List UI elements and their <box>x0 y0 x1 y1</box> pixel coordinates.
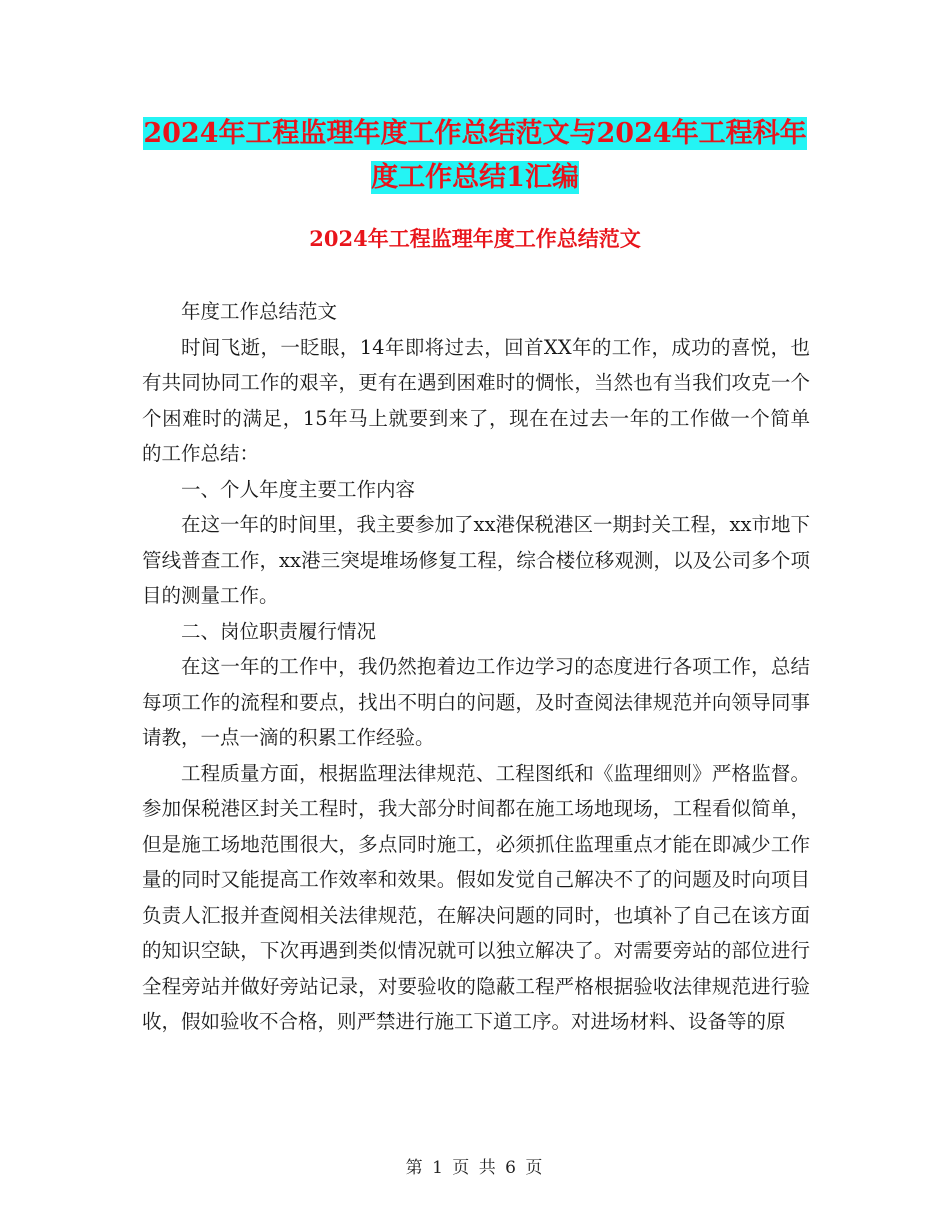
paragraph: 时间飞逝，一眨眼，14年即将过去，回首XX年的工作，成功的喜悦，也有共同协同工作的艰辛，更有在遇到困难时的惆怅，当然也有当我们攻克一个个困难时的满足，15年马上就要到来了，现在在过去一年的工作做一个简单的工作总结： <box>142 335 810 465</box>
paragraph: 工程质量方面，根据监理法律规范、工程图纸和《监理细则》严格监督。参加保税港区封关工程时，我大部分时间都在施工场地现场，工程看似简单，但是施工场地范围很大，多点同时施工，必须抓住监理重点才能在即减少工作量的同时又能提高工作效率和效果。假如发觉自己解决不了的问题及时向项目负责人汇报并查阅相关法律规范，在解决问题的同时，也填补了自己在该方面的知识空缺，下次再遇到类似情况就可以独立解决了。对需要旁站的部位进行全程旁站并做好旁站记录，对要验收的隐蔽工程严格根据验收法律规范进行验收，假如验收不合格，则严禁进行施工下道工序。对进场材料、设备等的原 <box>142 761 810 1033</box>
document-body <box>142 294 810 1040</box>
document-title <box>140 112 810 200</box>
section-heading-1: 一、个人年度主要工作内容 <box>181 477 416 501</box>
page-footer: 第 1 页 共 6 页 <box>405 1158 545 1178</box>
section-heading-2: 二、岗位职责履行情况 <box>181 619 377 643</box>
paragraph: 在这一年的工作中，我仍然抱着边工作边学习的态度进行各项工作，总结每项工作的流程和要点，找出不明白的问题，及时查阅法律规范并向领导同事请教，一点一滴的积累工作经验。 <box>142 655 810 749</box>
document-title-line1: 2024年工程监理年度工作总结范文与2024年工程科年 <box>143 118 807 149</box>
paragraph-heading: 年度工作总结范文 <box>181 300 338 323</box>
section-title: 2024年工程监理年度工作总结范文 <box>309 226 641 251</box>
paragraph: 在这一年的时间里，我主要参加了xx港保税港区一期封关工程，xx市地下管线普查工作，xx港三突堤堆场修复工程，综合楼位移观测，以及公司多个项目的测量工作。 <box>142 513 810 607</box>
document-title-line2: 度工作总结1汇编 <box>371 162 579 193</box>
